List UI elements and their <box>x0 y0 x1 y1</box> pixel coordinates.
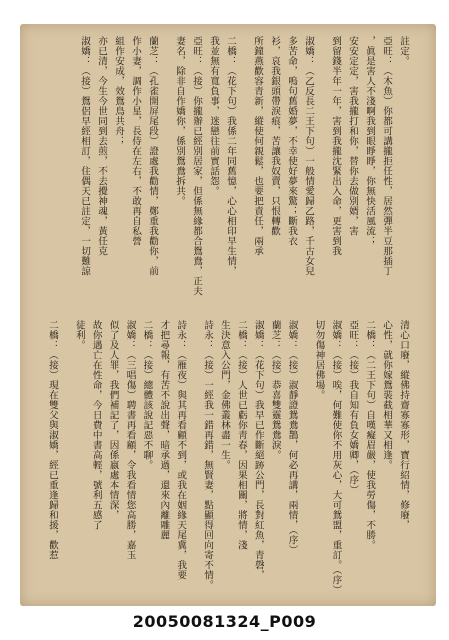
bottom-line: 二橋：（接）現在雙父與淑嬌，經已重逢歸和援，歡惹 <box>46 320 58 560</box>
top-line: 淑嬌：（接）鴛侶早經相訂，住偶天已註定，一切難諒 <box>79 36 90 276</box>
top-line <box>239 36 249 306</box>
image-caption: 20050081324_P009 <box>132 612 317 631</box>
bottom-line <box>301 320 311 596</box>
upper-text-block <box>44 36 412 306</box>
top-line <box>317 36 327 306</box>
bottom-line: 詩永：（雁夜）與其再看顧不到，或我在姻緣天尾冀，我要 <box>175 320 187 580</box>
bottom-line: 淑嬌：（花下句）我早已作斷絕跡公門，長對紅魚，青磬， <box>252 320 264 580</box>
top-line: 亞旺：（木魚）你都可講攏拒任性，居然彈半豆那插丁 <box>381 36 392 276</box>
bottom-line: 似了及人罪，我們補記了，因係嬴處本情深， <box>107 320 119 520</box>
bottom-line: 故你遇亡在性命，今日費中書高輕，號利五感了 <box>90 320 102 530</box>
top-line: 亞旺：（接）你攏辦已經別居家，但係無緣都合鴛鴦，正夫 <box>191 36 202 296</box>
top-line <box>161 36 171 306</box>
bottom-line: 清心口廢，縱佛持齋寡寡形，寶行紹情，修廢， <box>398 320 409 530</box>
bottom-line: 生決意入公門，金佛叢林盡一生。 <box>218 320 230 470</box>
bottom-line: 才把尋報，有苦不說出聲，暗承過，還來內離雕麗 <box>158 320 170 540</box>
document-page <box>20 24 436 606</box>
bottom-line: 淑嬌：（三唱傷）聘書再看顧，令我看情您高勝，嘉玉 <box>124 320 136 560</box>
top-line: 作小妻，調作小星，長侍在左右，不敢再自私營 <box>130 36 141 246</box>
bottom-line: 淑嬌：（接）淑靜證鴛鴦鵲，何必再講，兩情，（序） <box>286 320 298 556</box>
top-line: 亦已清，今生今世同到去煎，不去攪神魂，黃任克 <box>96 36 107 256</box>
bottom-line: 蘭芝：（接）恭喜雙靈鴛鴦淚。 <box>269 320 281 460</box>
top-line: 二橋：（花下句）我係二年同舊憶，心心相印早生情， <box>225 36 236 276</box>
bottom-line: 切勿傷神居佛場。 <box>313 320 325 400</box>
top-line: 組作安成，效鴛鳥共舟； <box>113 36 124 146</box>
top-line: 蘭芝：（孔雀開屏尾段）證處我勸情，鄭重我勸你，前 <box>147 36 158 276</box>
top-line: 衫，哀我銀頭帶淚痕，苦讓我奴賣，只恨轉歡 <box>269 36 280 236</box>
bottom-line: 二橋：（二王下句）自嘆癡眉嚴，使我勞傷，不勝。 <box>364 320 376 550</box>
top-line: 妻名，除非自作嬌你，係別鴛鴦拆共。 <box>174 36 185 206</box>
top-line: 安安定定，害我攏打和你，替你去做別婿，害 <box>347 36 358 236</box>
bottom-line <box>189 320 199 596</box>
top-line: 所鐘燕歡容青新，縱使何親鬆，也要把責任，兩承 <box>252 36 263 256</box>
top-line: 我並無有寬負事，迷戀往前實話怨。 <box>208 36 219 196</box>
bottom-line: 心性，就你嫁鴛裝截相華又相逢。 <box>381 320 393 470</box>
lower-text-block <box>44 320 412 596</box>
bottom-line: 徒利。 <box>73 320 85 350</box>
top-line: 註定。 <box>398 36 409 66</box>
bottom-line: 亞旺：（接）我自知有負女嬌卿，（序） <box>347 320 359 496</box>
bottom-line: 二橋：（接）人世已虧你靑春，因果相關，將情，淺 <box>235 320 247 550</box>
bottom-line: 詩永：（接）一經我一錯再錯，無賢妻，點顯得回向寄不情。 <box>202 320 214 590</box>
bottom-line: 淑嬌：（接）唉，何難使你不用灰心，大可鴛盟，重訂。（序） <box>330 320 342 596</box>
top-line: 多苦命，嗚句舊婚夢，不幸使好夢來驚；斷我衣 <box>286 36 297 246</box>
bottom-line <box>61 320 71 596</box>
top-line: 到留錢半年一年，害到我攏沈緊出入命，更害到我 <box>330 36 341 256</box>
top-line: ，眞是害人不淺啊我到眼睜睜，你無快活風流； <box>364 36 375 246</box>
top-line: 淑嬌：（乙反長二王下句）一般情愛歸乙路，千古女兒 <box>303 36 314 276</box>
bottom-line: 二橋：（接）總體該說記惡不聊。 <box>141 320 153 470</box>
